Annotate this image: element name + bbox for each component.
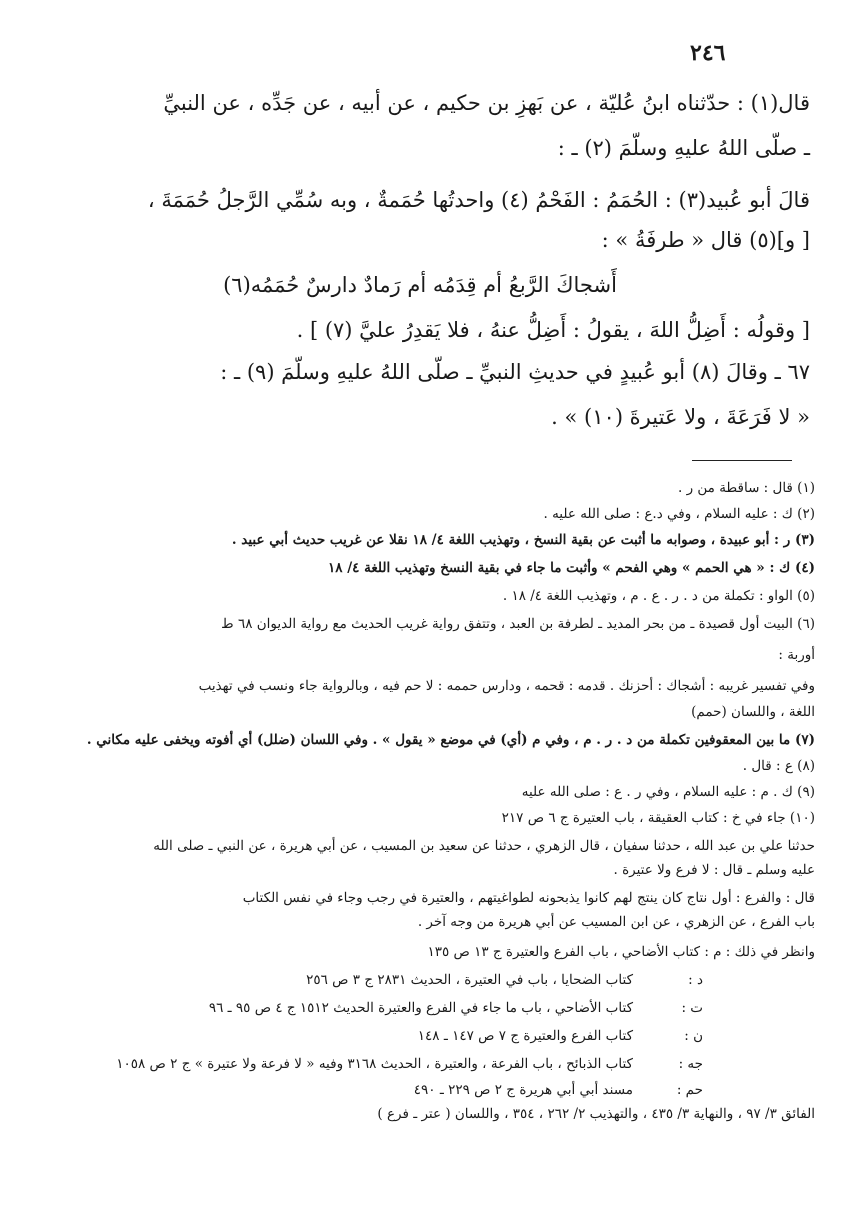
footnote-3: (٣) ر : أبو عبيدة ، وصوابه ما أثبت عن بقية النسخ ، وتهذيب اللغة ٤/ ١٨ نقلا عن غريب حديث أبي عبيد . <box>231 532 815 548</box>
footnote-6-continuation: أوربة : <box>778 647 815 663</box>
footnote-6: (٦) البيت أول قصيدة ـ من بحر المديد ـ لطرفة بن العبد ، وتتفق رواية غريب الحديث مع رواية الديوان ٦٨ ط <box>221 616 815 632</box>
source-text-t: كتاب الأضاحي ، باب ما جاء في الفرع والعتيرة الحديث ١٥١٢ ج ٤ ص ٩٥ ـ ٩٦ <box>208 1000 633 1016</box>
footnote-2: (٢) ك : عليه السلام ، وفي د.ع : صلى الله عليه . <box>543 506 815 522</box>
source-text-n: كتاب الفرع والعتيرة ج ٧ ص ١٤٧ ـ ١٤٨ <box>417 1028 633 1044</box>
main-line-4: [ و](٥) قال « طرفَةُ » : <box>601 228 810 252</box>
source-label-d: د : <box>688 972 703 988</box>
source-label-t: ت : <box>681 1000 703 1016</box>
footnote-9: (٩) ك . م : عليه السلام ، وفي ر . ع : صلى الله عليه <box>521 784 815 800</box>
footnote-5: (٥) الواو : تكملة من د . ر . ع . م ، وتهذيب اللغة ٤/ ١٨ . <box>502 588 815 604</box>
footnote-10: (١٠) جاء في خ : كتاب العقيقة ، باب العتيرة ج ٦ ص ٢١٧ <box>501 810 815 826</box>
footnote-10-qala-2: باب الفرع ، عن الزهري ، عن ابن المسيب عن أبي هريرة من وجه آخر . <box>417 914 815 930</box>
source-text-jh: كتاب الذبائح ، باب الفرعة ، والعتيرة ، الحديث ٣١٦٨ وفيه « لا فرعة ولا عتيرة » ج ٢ ص ١٠٥٨ <box>116 1056 633 1072</box>
main-line-2: ـ صلّى اللهُ عليهِ وسلّمَ (٢) ـ : <box>557 136 810 160</box>
footnote-6-tafsir-1: وفي تفسير غريبه : أشجاك : أحزنك . قدمه : قحمه ، ودارس حممه : لا حم فيه ، وبالرواية جاء ونسب في تهذيب <box>198 678 815 694</box>
main-line-3: قالَ أبو عُبيد(٣) : الحُمَمُ : الفَحْمُ (٤) واحدتُها حُمَمةٌ ، وبه سُمِّي الرَّجلُ حُمَمَةَ ، <box>147 188 810 212</box>
footnote-10-qala-1: قال : والفرع : أول نتاج كان ينتج لهم كانوا يذبحونه لطواغيتهم ، والعتيرة في رجب وجاء في نفس الكتاب <box>242 890 815 906</box>
page-number: ٢٤٦ <box>690 40 726 66</box>
footnote-10-hadith-1: حدثنا علي بن عبد الله ، حدثنا سفيان ، قال الزهري ، حدثنا عن سعيد بن المسيب ، عن أبي هريرة ، عن النبي ـ صلى الله <box>153 838 815 854</box>
main-line-1: قال(١) : حدّثناه ابنُ عُليّة ، عن بَهزِ بن حكيم ، عن أبيه ، عن جَدِّه ، عن النبيِّ <box>163 91 810 115</box>
footnote-separator <box>692 460 792 461</box>
source-text-hm: مسند أبي أبي هريرة ج ٢ ص ٢٢٩ ـ ٤٩٠ <box>413 1082 633 1098</box>
source-label-n: ن : <box>684 1028 703 1044</box>
source-label-jh: جه : <box>678 1056 703 1072</box>
footnote-8: (٨) ع : قال . <box>742 758 815 774</box>
footnote-10-hadith-2: عليه وسلم ـ قال : لا فرع ولا عتيرة . <box>613 862 815 878</box>
source-text-d: كتاب الضحايا ، باب في العتيرة ، الحديث ٢٨٣١ ج ٣ ص ٢٥٦ <box>306 972 633 988</box>
footnote-final-references: الفائق ٣/ ٩٧ ، والنهاية ٣/ ٤٣٥ ، والتهذيب ٢/ ٢٦٢ ، ٣٥٤ ، واللسان ( عتر ـ فرع ) <box>377 1106 815 1122</box>
main-line-7: ٦٧ ـ وقالَ (٨) أبو عُبيدٍ في حديثِ النبيِّ ـ صلّى اللهُ عليهِ وسلّمَ (٩) ـ : <box>220 360 810 384</box>
main-line-6: [ وقولُه : أَضِلُّ اللهَ ، يقولُ : أَضِلُّ عنهُ ، فلا يَقدِرُ عليَّ (٧) ] . <box>296 318 810 342</box>
poetry-verse: أَشجاكَ الرَّبعُ أم قِدَمُه أم رَمادٌ دارسٌ حُمَمُه(٦) <box>223 273 617 297</box>
footnote-4: (٤) ك : « هي الحمم » وهي الفحم » وأثبت ما جاء في بقية النسخ وتهذيب اللغة ٤/ ١٨ <box>328 560 815 576</box>
main-line-8: « لا فَرَعَةَ ، ولا عَتيرةَ (١٠) » . <box>551 405 810 429</box>
footnote-7: (٧) ما بين المعقوفين تكملة من د . ر . م ، وفي م (أي) في موضع « يقول » . وفي اللسان (ضلل) أي أفوته ويخفى عليه مكاني . <box>86 732 815 748</box>
source-label-hm: حم : <box>676 1082 703 1098</box>
footnote-1: (١) قال : ساقطة من ر . <box>678 480 815 496</box>
footnote-6-tafsir-2: اللغة ، واللسان (حمم) <box>691 704 815 720</box>
footnote-10-see-also: وانظر في ذلك : م : كتاب الأضاحي ، باب الفرع والعتيرة ج ١٣ ص ١٣٥ <box>427 944 815 960</box>
